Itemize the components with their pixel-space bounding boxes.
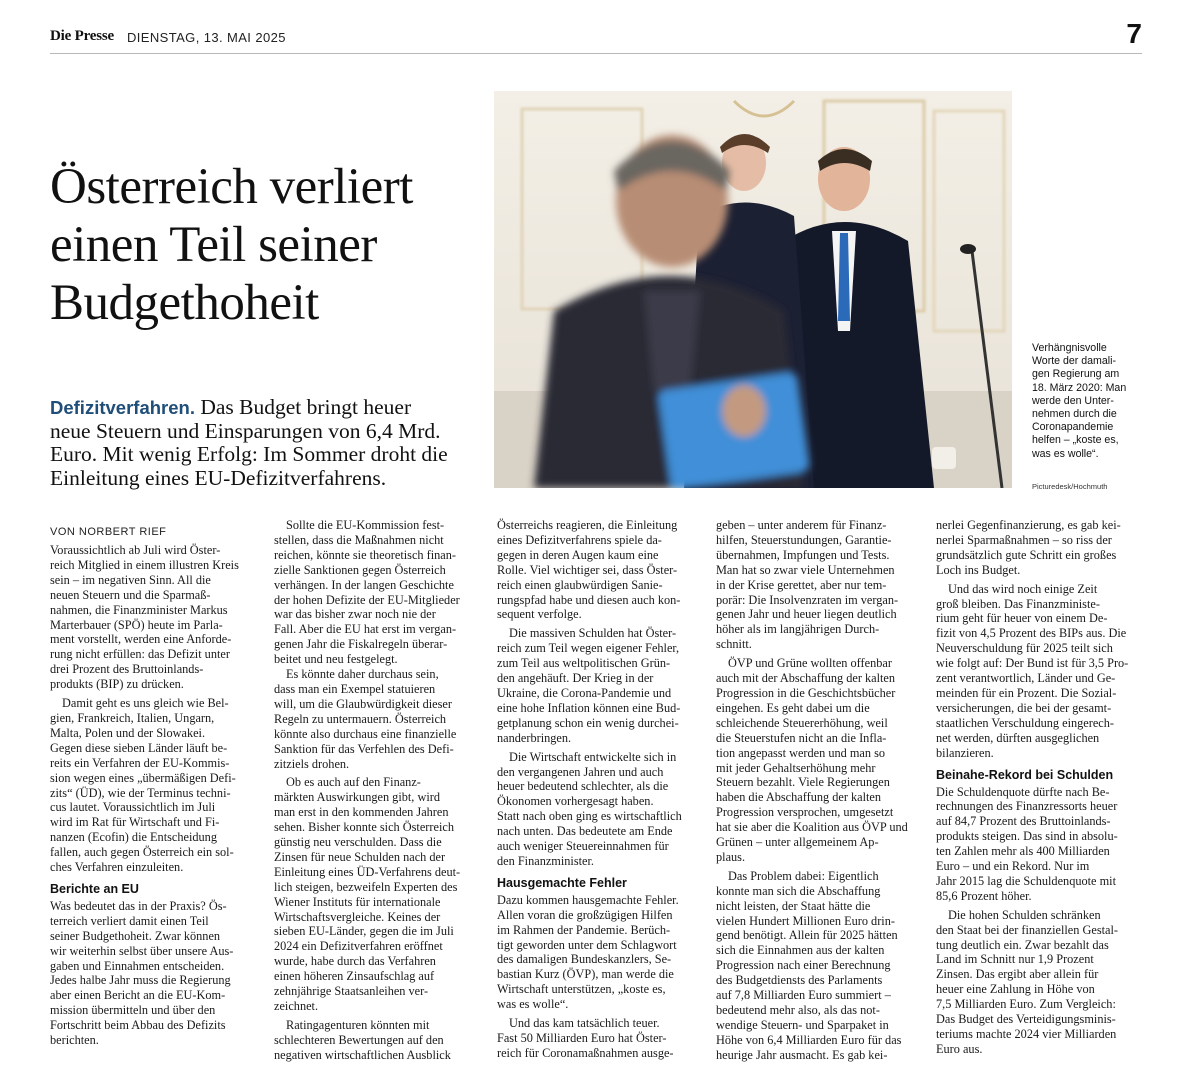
page-number: 7 [1126,18,1142,49]
text-line: Progression nach einer Berechnung [716,958,891,973]
text-line: rung nicht erfüllen: das Defizit unter [50,647,230,662]
paragraph [936,582,1148,761]
paragraph [497,626,709,745]
text-line: seiner Budgethoheit. Zwar können [50,928,221,943]
text-line: heurige Jahr ausmacht. Es gab kei- [716,1047,888,1062]
text-line: Regeln zu untermauern. Österreich [274,711,447,726]
text-line: sequent verfolge. [497,607,582,622]
text-line: reich Mitglied in einem illustren Kreis [50,557,239,572]
text-line: stellen, dass die Maßnahmen nicht [274,532,444,547]
text-line: Sollte die EU-Kommission fest- [286,518,445,532]
text-line: Zinsen für neue Schulden nach der [274,849,446,864]
text-line: Das Problem dabei: Eigentlich [728,868,879,883]
text-line: rium geht für heuer von einem De- [936,611,1108,626]
text-line: tion angepasst werden und man so [716,745,886,760]
text-line: zitziels drohen. [274,756,350,771]
paragraph [274,1018,486,1063]
text-line: Jedes halbe Jahr muss die Regierung [50,973,231,988]
text-line: übernahmen, Impfungen und Tests. [716,547,890,562]
text-line: wurde, habe durch das Verfahren [274,954,436,969]
paragraph [274,667,486,771]
paragraph [497,1016,709,1061]
text-line: Jahr 2015 lag die Schuldenquote mit [936,873,1116,888]
text-line: Rolle. Viel wichtiger sei, dass Öster- [497,562,678,577]
text-line: genen Jahr und heuer liegen deutlich [716,607,897,622]
paragraph [50,543,262,692]
text-line: verhängen. In der langen Geschichte [274,577,454,592]
text-line: beitet und neu festgelegt. [274,652,398,667]
text-line: Malta, Polen und der Slowakei. [50,725,206,740]
text-line: den angehäuft. Der Krieg in der [497,671,654,686]
masthead [50,18,1142,54]
text-line: Fast 50 Milliarden Euro hat Öster- [497,1031,667,1045]
text-line: Fortschritt beim Abbau des Defizits [50,1018,226,1033]
text-line: sion wegen eines „übermäßigen Defi- [50,770,236,785]
text-line: Zinsen. Das ergibt aber allein für [936,967,1099,982]
paragraph [936,908,1148,1057]
text-line: nanzen (Ecofin) die Entscheidung [50,830,217,845]
text-line: auf 7,8 Milliarden Euro summiert – [716,988,891,1003]
text-line: Und das kam tatsächlich teuer. [509,1016,660,1031]
text-line: auch weniger Steuereinnahmen für [497,839,669,854]
text-line: drei Prozent des Bruttoinlands- [50,662,204,677]
text-line: Österreichs reagieren, die Einleitung [497,518,678,532]
paragraph [50,899,262,1048]
lead-paragraph [50,396,482,490]
text-line: aber einen Bericht an die EU-Kom- [50,988,226,1003]
text-line: bastian Kurz (ÖVP), man werde die [497,967,674,982]
text-line: sehen. Bisher konnte sich Österreich [274,820,454,835]
text-line: ment vorstellt, werden eine Anforde- [50,632,232,647]
paragraph [716,656,928,865]
text-line: fizit von 4,5 Prozent des BIPs aus. Die [936,626,1127,641]
text-line: gaben und Einnahmen entscheiden. [50,958,225,973]
text-line: groß bleiben. Das Finanzministe- [936,596,1100,611]
subheading: Hausgemachte Fehler [497,875,627,890]
caption-line: werde den Unter- [1032,394,1114,407]
lead-line [50,396,482,420]
text-line: zeichnet. [274,999,319,1013]
text-line: Fall. Aber die EU hat erst im vergan- [274,622,457,637]
text-line: Marterbauer (SPÖ) heute im Parla- [50,617,223,632]
text-line: eingehen. Es geht dabei um die [716,700,870,715]
text-line: gien, Frankreich, Italien, Ungarn, [50,710,215,725]
text-line: ten Zahlen mehr als 400 Milliarden [936,844,1110,859]
text-line: Die Schuldenquote dürfte nach Be- [936,784,1110,799]
paragraph [497,518,709,622]
text-line: 85,6 Prozent höher. [936,888,1032,903]
text-line: Es könnte daher durchaus sein, [286,667,439,682]
text-line: Statt nach oben ging es wirtschaftlich [497,809,682,824]
text-line: 2024 ein Defizitverfahren eröffnet [274,939,443,954]
text-line: mission übermitteln und über den [50,1003,216,1018]
text-line: bilanzieren. [936,745,994,760]
text-line: terreich verliert damit einen Teil [50,913,209,928]
body-column-1 [50,543,262,1048]
paragraph [50,696,262,875]
text-line: getplanung schon ein wenig durchei- [497,715,679,730]
paragraph [274,775,486,1014]
paragraph [936,785,1148,904]
text-line: der hohen Defizite der EU-Mitglieder [274,592,460,607]
text-line: des damaligen Bundeskanzlers, Se- [497,952,672,967]
text-line: tung deutlich ein. Zwar bezahlt das [936,937,1109,952]
text-line: reich einen glaubwürdigen Sanie- [497,577,663,592]
text-line: dass man ein Exempel statuieren [274,681,436,696]
text-line: im Rahmen der Pandemie. Berüch- [497,922,671,937]
text-line: reich für Coronamaßnahmen ausge- [497,1045,674,1060]
text-line: reits ein Verfahren der EU-Kommis- [50,755,230,770]
caption-line: 18. März 2020: Man [1032,381,1127,394]
text-line: Und das wird noch einige Zeit [948,581,1098,596]
text-line: porär: Die Insolvenzraten im vergan- [716,592,899,607]
lead-line-text: Das Budget bringt heuer [194,395,412,419]
text-line: Progression versprochen, umgesetzt [716,805,894,820]
paragraph [716,869,928,1063]
text-line: geben – unter anderem für Finanz- [716,518,887,532]
text-line: auf 84,7 Prozent des Bruttoinlands- [936,814,1111,829]
text-line: Voraussichtlich ab Juli wird Öster- [50,543,221,557]
text-line: Neuverschuldung für 2025 teilt sich [936,641,1113,656]
text-line: rungspfad habe und diesen auch kon- [497,592,681,607]
caption-line: nehmen durch die [1032,408,1117,421]
text-line: eines Defizitverfahrens spiele da- [497,532,662,547]
text-line: den vergangenen Jahren und auch [497,764,664,779]
headline-line: Österreich verliert [50,159,413,215]
text-line: wird im Rat für Wirtschaft und Fi- [50,815,220,830]
lead-line: Einleitung eines EU-Defizitverfahrens. [50,465,387,490]
text-line: die Steuerstufen nicht an die Infla- [716,730,887,745]
photo-illustration [494,91,1012,488]
text-line: zielle Sanktionen gegen Österreich [274,562,446,577]
text-line: Das Budget des Verteidigungsminis- [936,1012,1116,1027]
text-line: sein – im negativen Sinn. All die [50,572,211,587]
text-line: Land im Schnitt nur 1,9 Prozent [936,952,1094,967]
text-line: neuen Steuern und die Sparmaß- [50,587,211,602]
text-line: meinden für ein Prozent. Die Sozial- [936,685,1117,700]
text-line: berichten. [50,1033,99,1048]
text-line: nahmen, die Finanzminister Markus [50,602,228,617]
text-line: schnitt. [716,637,752,652]
text-line: eine hohe Inflation können eine Bud- [497,700,681,715]
text-line: Allen voran die großzügigen Hilfen [497,907,673,922]
text-line: Wirtschaft unterstützen, „koste es, [497,982,666,997]
text-line: Wirtschaftsvergleiche. Keines der [274,909,441,924]
text-line: heuer bedeutend schlechter, als die [497,779,669,794]
text-line: sich die Einnahmen aus der kalten [716,943,885,958]
text-line: nicht leisten, der Staat hätte die [716,898,871,913]
text-line: ÖVP und Grüne wollten offenbar [728,656,892,671]
text-line: produkts (BIP) zu drücken. [50,677,184,692]
paragraph [497,750,709,869]
text-line: rechnungen des Finanzressorts heuer [936,799,1118,814]
paragraph [274,518,486,667]
text-line: wir weiterhin selbst über unsere Aus- [50,943,234,958]
caption-line: Worte der damali- [1032,355,1116,368]
text-line: günstig neu verschulden. Dass die [274,835,442,850]
text-line: nerlei Sparmaßnahmen – so riss der [936,532,1112,547]
text-line: höher als im langjährigen Durch- [716,622,880,637]
text-line: den Staat bei der finanziellen Gestal- [936,922,1118,937]
paragraph [716,518,928,652]
headline-line: einen Teil seiner [50,217,377,273]
text-line: schlechteren Bewertungen auf den [274,1032,444,1047]
text-line: reichen, könnte sie theoretisch finan- [274,547,456,562]
text-line: Höhe von 6,4 Milliarden Euro für das [716,1032,902,1047]
text-line: Sanktion für das Verfehlen des Defi- [274,741,454,756]
body-column-5 [936,518,1148,1057]
text-line: Dazu kommen hausgemachte Fehler. [497,892,679,907]
text-line: genen Jahr die Fiskalregeln überar- [274,637,448,652]
text-line: fallen, auch gegen Österreich ein sol- [50,845,234,860]
text-line: vielen Hundert Millionen Euro drin- [716,913,895,928]
text-line: Loch ins Budget. [936,562,1021,577]
text-line: märkten Auswirkungen gibt, wird [274,790,440,805]
text-line: wendige Steuern- und Sparpaket in [716,1017,889,1032]
text-line: Einleitung eines ÜD-Verfahrens deut- [274,864,461,879]
text-line: wie folgt auf: Der Bund ist für 3,5 Pro- [936,656,1129,671]
text-line: Man hat so zwar viele Unternehmen [716,562,895,577]
text-line: haben die Abschaffung der kalten [716,790,882,805]
text-line: Gegen diese sieben Länder läuft be- [50,740,228,755]
text-line: bedeutend mehr also, als das not- [716,1003,880,1017]
text-line: Wiener Instituts für internationale [274,894,441,909]
text-line: hilfen, Steuerstundungen, Garantie- [716,532,892,547]
text-line: will, um die Glaubwürdigkeit dieser [274,696,452,711]
text-line: nach unten. Das bedeutete am Ende [497,824,673,839]
text-line: zum Teil aus weltpolitischen Grün- [497,656,671,671]
text-line: gegen in deren Augen kaum eine [497,547,659,562]
text-line: lich steigen, bezweifeln Experten des [274,879,458,894]
text-line: zehnjährige Staatsanleihen ver- [274,984,429,999]
caption-line: gen Regierung am [1032,368,1120,381]
newspaper-brand: Die Presse [50,28,114,44]
text-line: Steuern bezahlt. Viele Regierungen [716,775,890,790]
text-line: Die Wirtschaft entwickelte sich in [509,749,677,764]
text-line: nerlei Gegenfinanzierung, es gab kei- [936,518,1121,532]
text-line: könnte also durchaus eine finanzielle [274,726,457,741]
body-column-2 [274,518,486,1063]
text-line: Progression in die Geschichtsbücher [716,685,896,700]
lead-line: Euro. Mit wenig Erfolg: Im Sommer droht die [50,442,448,467]
photo-caption [1032,342,1144,461]
text-line: produkts steigen. Das sind in absolu- [936,829,1118,844]
text-line: schleichende Steuererhöhung, weil [716,715,888,730]
text-line: zits“ (ÜD), wie der Terminus techni- [50,785,231,800]
text-line: Damit geht es uns gleich wie Bel- [62,696,229,711]
text-line: konnte man sich die Abschaffung [716,883,881,898]
caption-line: Verhängnisvolle [1032,342,1107,354]
text-line: heuer eine Zahlung in Höhe von [936,982,1095,997]
body-column-4 [716,518,928,1063]
text-line: staatlichen Verschuldung eingerech- [936,715,1115,730]
text-line: reich zum Teil wegen eigener Fehler, [497,641,680,656]
text-line: negativen wirtschaftlichen Ausblick [274,1047,451,1062]
text-line: war das bisher zwar noch nie der [274,607,436,622]
text-line: tigt geworden unter dem Schlagwort [497,937,677,952]
text-line: teriums machte 2024 vier Milliarden [936,1027,1117,1041]
issue-date: DIENSTAG, 13. MAI 2025 [127,30,286,45]
text-line: Die massiven Schulden hat Öster- [509,626,677,641]
text-line: Ob es auch auf den Finanz- [286,775,421,790]
text-line: des Budgetdiensts des Parlaments [716,973,883,988]
headline [50,158,480,332]
text-line: mit jeder Gehaltserhöhung mehr [716,760,876,775]
text-line: Euro aus. [936,1041,983,1056]
photo-credit: Picturedesk/Hochmuth [1032,482,1108,491]
text-line: was es wolle“. [497,997,569,1012]
text-line: Grünen – unter allgemeinem Ap- [716,835,879,850]
byline: VON NORBERT RIEF [50,526,167,538]
text-line: versicherungen, die bei der gesamt- [936,700,1112,715]
text-line: hat sie aber die Koalition aus ÖVP und [716,820,908,835]
text-line: nanderbringen. [497,730,572,745]
article-photo [494,91,1012,488]
text-line: plaus. [716,849,746,864]
lead-line: neue Steuern und Einsparungen von 6,4 Mrd. [50,418,441,443]
text-line: sieben EU-Länder, gegen die im Juli [274,924,454,939]
text-line: in der Krise gerettet, aber nur tem- [716,577,887,592]
caption-line: Coronapandemie [1032,421,1114,434]
text-line: Ökonomen vorhergesagt haben. [497,794,654,809]
text-line: ches Verfahren einzuleiten. [50,860,184,875]
text-line: Ukraine, die Corona-Pandemie und [497,685,672,700]
text-line: Was bedeutet das in der Praxis? Ös- [50,898,227,913]
text-line: cus lautet. Voraussichtlich im Juli [50,800,216,815]
text-line: grundsätzlich gute Schritt ein großes [936,547,1117,562]
text-line: einen höheren Zinsaufschlag auf [274,969,435,984]
text-line: 7,5 Milliarden Euro. Zum Vergleich: [936,997,1116,1012]
subheading: Beinahe-Rekord bei Schulden [936,767,1114,782]
body-column-3 [497,518,709,1061]
paragraph [497,893,709,1012]
subheading: Berichte an EU [50,881,139,896]
text-line: Die hohen Schulden schränken [948,907,1101,922]
text-line: zent verantwortlich, Länder und Ge- [936,671,1116,686]
text-line: man erst in den kommenden Jahren [274,805,449,820]
caption-line: was es wolle“. [1032,447,1099,460]
headline-line: Budgethoheit [50,275,319,331]
text-line: Euro – und ein Rekord. Nur im [936,859,1090,874]
text-line: Ratingagenturen könnten mit [286,1017,430,1032]
text-line: den Finanzminister. [497,853,594,868]
text-line: gend benötigt. Allein für 2025 hätten [716,928,898,943]
text-line: net werden, dürften ausgeglichen [936,730,1100,745]
paragraph [936,518,1148,578]
caption-line: helfen – „koste es, [1032,434,1119,447]
text-line: auch mit der Abschaffung der kalten [716,671,896,686]
lead-kicker: Defizitverfahren. [50,397,195,418]
